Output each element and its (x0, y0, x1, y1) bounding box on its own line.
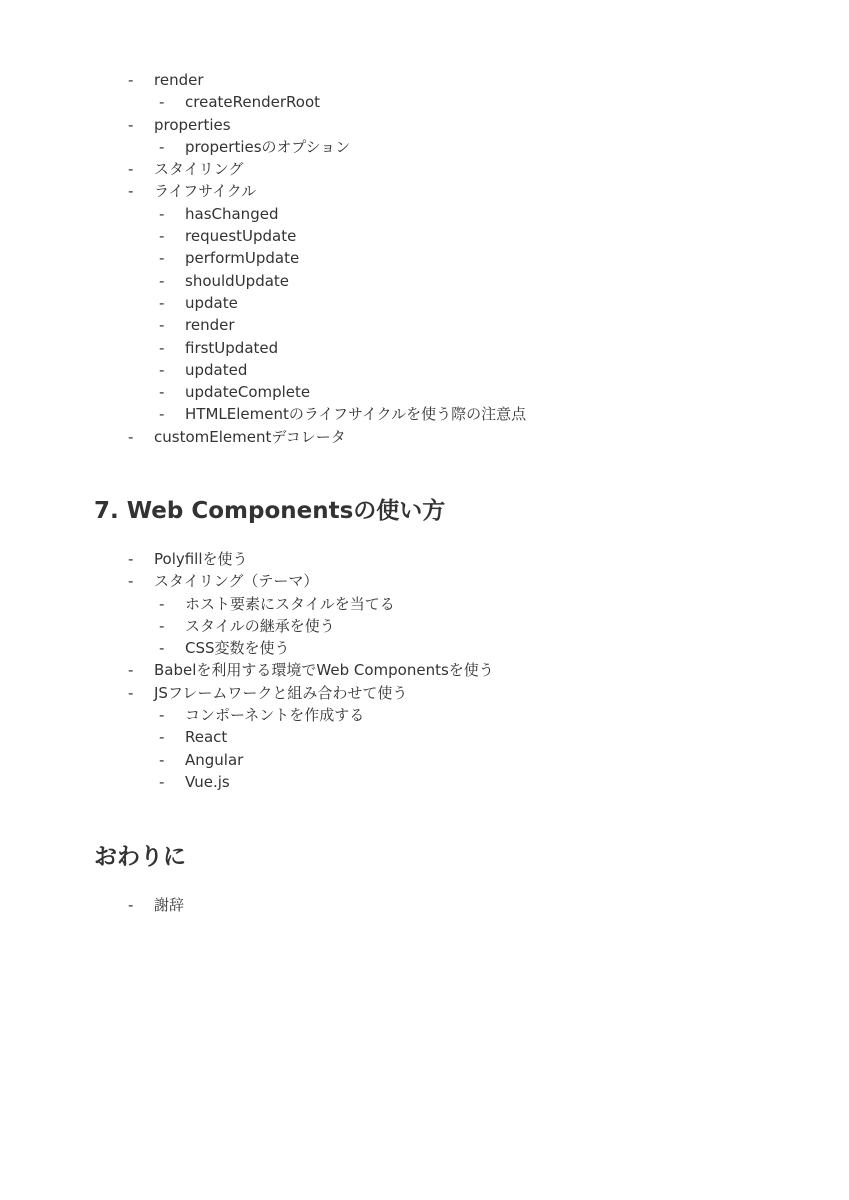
list-item-text: performUpdate (185, 249, 300, 268)
bullet-dash: - (159, 271, 165, 290)
list-item-text: Polyfillを使う (154, 550, 248, 568)
section-heading-web-components-usage: 7. Web Componentsの使い方 (94, 498, 446, 524)
bullet-dash: - (159, 616, 165, 635)
bullet-dash: - (159, 706, 165, 725)
bullet-dash: - (128, 683, 134, 702)
list-item-text: HTMLElementのライフサイクルを使う際の注意点 (185, 405, 527, 424)
bullet-dash: - (128, 661, 134, 680)
list-item-text: React (185, 728, 228, 747)
bullet-dash: - (128, 550, 134, 568)
list-item-text: Babelを利用する環境でWeb Componentsを使う (154, 661, 494, 680)
list-item-text: Angular (185, 750, 244, 769)
list-item-text: render (154, 71, 204, 89)
list-item-text: firstUpdated (185, 338, 279, 357)
bullet-dash: - (159, 249, 165, 268)
list-item-text: updated (185, 360, 248, 379)
bullet-dash: - (159, 293, 165, 312)
section-heading-closing: おわりに (94, 844, 186, 870)
bullet-dash: - (128, 160, 134, 179)
bullet-dash: - (128, 182, 134, 201)
list-item-text: render (185, 316, 235, 335)
bullet-dash: - (159, 137, 165, 156)
list-item-text: requestUpdate (185, 227, 297, 246)
list-item-text: CSS変数を使う (185, 639, 290, 658)
list-item-text: Vue.js (185, 772, 230, 791)
list-item-text: スタイルの継承を使う (185, 616, 335, 635)
bullet-dash: - (159, 227, 165, 246)
bullet-dash: - (128, 427, 134, 446)
bullet-dash: - (159, 750, 165, 769)
bullet-dash: - (159, 204, 165, 223)
list-item-text: shouldUpdate (185, 271, 290, 290)
list-item-text: コンポーネントを作成する (185, 706, 365, 725)
list-item-text: hasChanged (185, 204, 279, 223)
bullet-dash: - (159, 93, 165, 112)
bullet-dash: - (128, 896, 134, 914)
bullet-dash: - (159, 360, 165, 379)
bullet-dash: - (159, 338, 165, 357)
list-item-text: スタイリング（テーマ） (154, 572, 319, 591)
list-item-text: ライフサイクル (154, 182, 257, 201)
bullet-dash: - (159, 316, 165, 335)
bullet-dash: - (159, 383, 165, 402)
list-item-text: customElementデコレータ (154, 427, 346, 446)
list-item-text: updateComplete (185, 383, 311, 402)
list-item-text: ホスト要素にスタイルを当てる (185, 594, 395, 613)
list-item-text: スタイリング (154, 160, 244, 179)
list-item-text: JSフレームワークと組み合わせて使う (154, 683, 408, 702)
bullet-dash: - (159, 405, 165, 424)
bullet-dash: - (159, 594, 165, 613)
list-item-text: update (185, 293, 238, 312)
list-item-text: createRenderRoot (185, 93, 320, 112)
bullet-dash: - (128, 572, 134, 591)
bullet-dash: - (159, 728, 165, 747)
list-item-text: properties (154, 115, 231, 134)
bullet-dash: - (128, 115, 134, 134)
bullet-dash: - (128, 71, 134, 89)
list-item-text: 謝辞 (154, 896, 185, 914)
bullet-dash: - (159, 639, 165, 658)
list-item-text: propertiesのオプション (185, 137, 351, 156)
bullet-dash: - (159, 772, 165, 791)
